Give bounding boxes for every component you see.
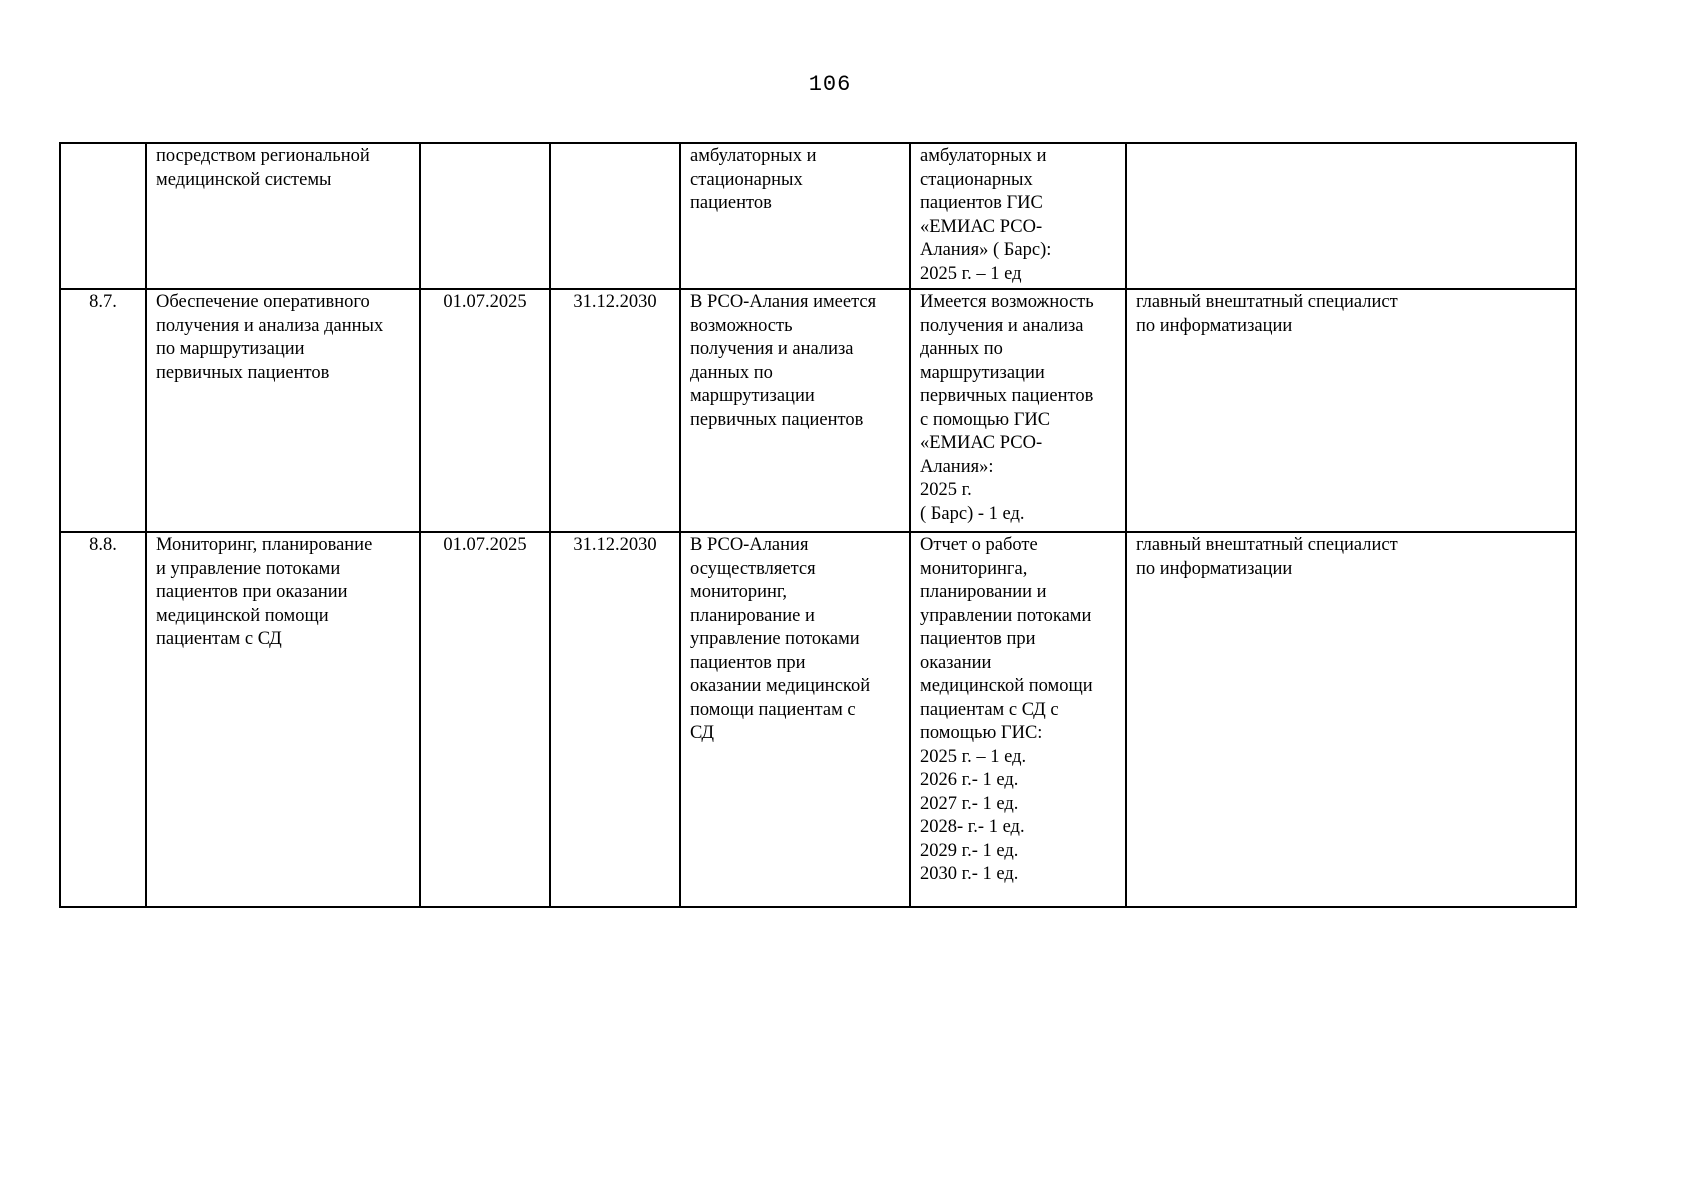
row-number-cell: 8.7. [60, 289, 146, 532]
indicator-cell: Имеется возможность получения и анализа данных по маршрутизации первичных пациентов с помощью ГИС «ЕМИАС РСО- Алания»: 2025 г. ( Барс) - 1 ед. [910, 289, 1126, 532]
description-cell: амбулаторных и стационарных пациентов [680, 143, 910, 289]
end-date-cell [550, 143, 680, 289]
measure-name-cell: Мониторинг, планирование и управление потоками пациентов при оказании медицинской помощи пациентам с СД [146, 532, 420, 907]
end-date-cell: 31.12.2030 [550, 289, 680, 532]
indicator-cell: Отчет о работе мониторинга, планировании и управлении потоками пациентов при оказании медицинской помощи пациентам с СД с помощью ГИС: 2025 г. – 1 ед. 2026 г.- 1 ед. 2027 г.- 1 ед. 2028- г.- 1 ед. 2029 г.- 1 ед. 2030 г.- 1 ед. [910, 532, 1126, 907]
responsible-cell [1126, 143, 1576, 289]
start-date-cell [420, 143, 550, 289]
indicator-cell: амбулаторных и стационарных пациентов ГИС «ЕМИАС РСО- Алания» ( Барс): 2025 г. – 1 ед [910, 143, 1126, 289]
table-row [60, 532, 1576, 907]
measure-name-cell: посредством региональной медицинской системы [146, 143, 420, 289]
page-number: 106 [808, 72, 852, 97]
responsible-cell: главный внештатный специалист по информатизации [1126, 289, 1576, 532]
row-number-cell [60, 143, 146, 289]
measures-table [59, 142, 1577, 908]
table-row [60, 143, 1576, 289]
end-date-cell: 31.12.2030 [550, 532, 680, 907]
start-date-cell: 01.07.2025 [420, 532, 550, 907]
start-date-cell: 01.07.2025 [420, 289, 550, 532]
responsible-cell: главный внештатный специалист по информатизации [1126, 532, 1576, 907]
table-row [60, 289, 1576, 532]
measure-name-cell: Обеспечение оперативного получения и анализа данных по маршрутизации первичных пациентов [146, 289, 420, 532]
description-cell: В РСО-Алания осуществляется мониторинг, планирование и управление потоками пациентов при оказании медицинской помощи пациентам с СД [680, 532, 910, 907]
row-number-cell: 8.8. [60, 532, 146, 907]
description-cell: В РСО-Алания имеется возможность получения и анализа данных по маршрутизации первичных пациентов [680, 289, 910, 532]
